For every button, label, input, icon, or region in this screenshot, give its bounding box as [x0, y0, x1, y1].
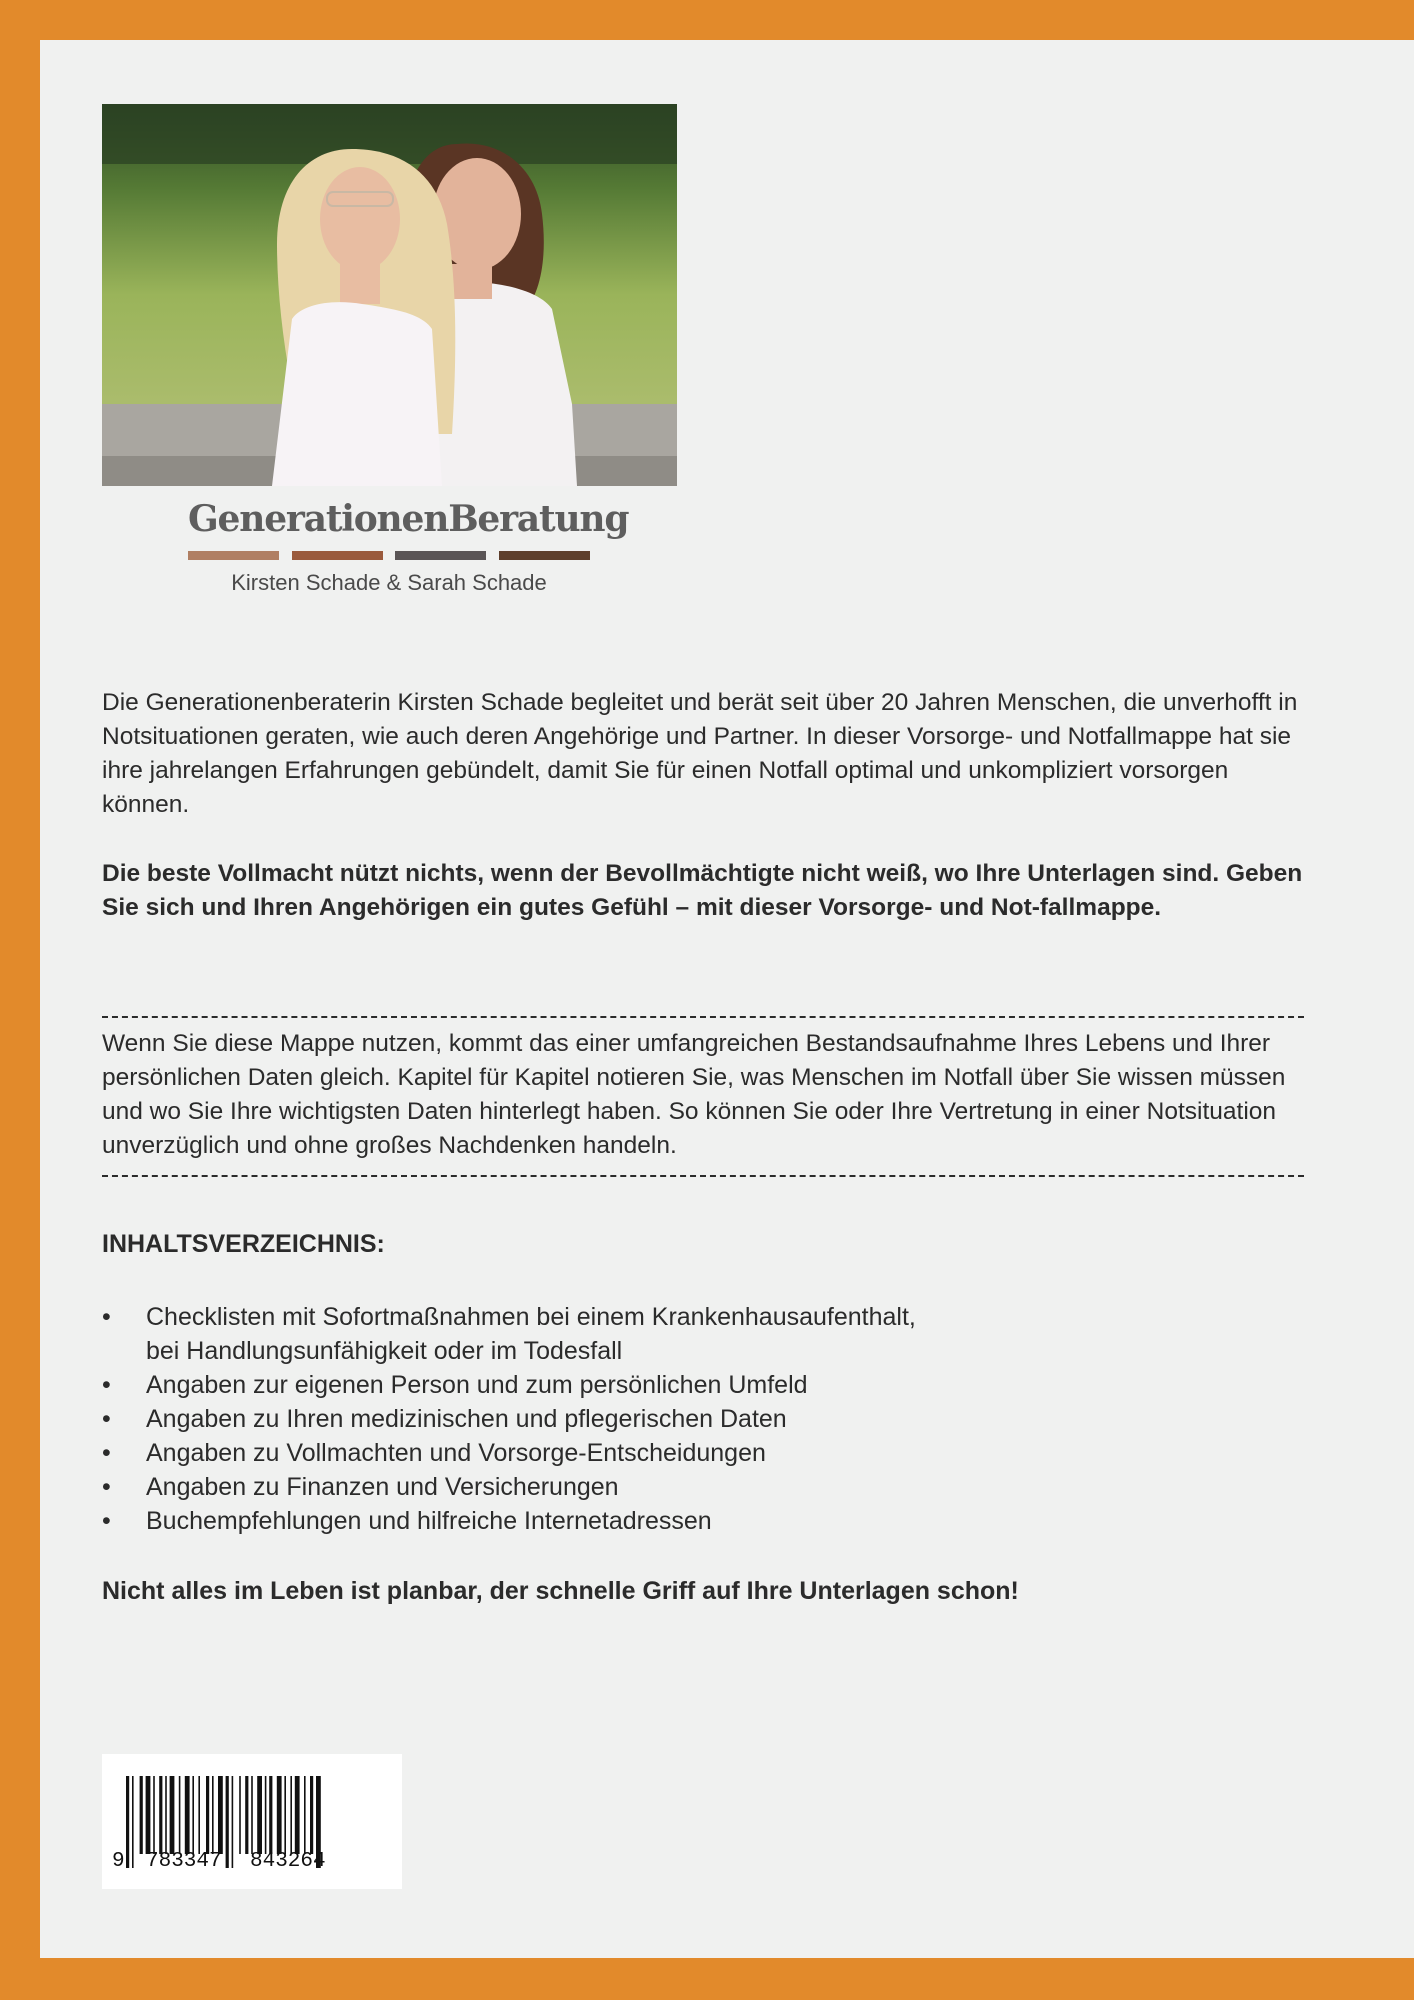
toc-item-text: Angaben zur eigenen Person und zum persönlichen Umfeld [146, 1371, 808, 1399]
barcode-bar [179, 1776, 181, 1854]
barcode-bar [192, 1776, 194, 1854]
barcode-bar [198, 1776, 200, 1854]
barcode-bar [146, 1776, 151, 1854]
toc-item [102, 1470, 1302, 1504]
toc-item [102, 1436, 1302, 1470]
logo-title: GenerationenBeratung [188, 498, 629, 540]
logo-bar-4 [499, 551, 590, 560]
toc-item-continuation [102, 1334, 1302, 1368]
barcode-digits-left: 783347 [146, 1850, 222, 1873]
bullet-icon: • [102, 1507, 111, 1535]
barcode-bar [165, 1776, 167, 1854]
bullet-icon: • [102, 1371, 111, 1399]
barcode-bar [245, 1776, 248, 1854]
toc-item-text: Angaben zu Vollmachten und Vorsorge-Entscheidungen [146, 1439, 766, 1467]
toc-item [102, 1300, 1302, 1334]
toc-item [102, 1504, 1302, 1538]
barcode-bar [212, 1776, 214, 1854]
barcode-bar [159, 1776, 162, 1854]
barcode-bar [126, 1776, 129, 1868]
logo-bar-1 [188, 551, 279, 560]
toc-item-text: Buchempfehlungen und hilfreiche Internetadressen [146, 1507, 712, 1535]
boxed-paragraph: Wenn Sie diese Mappe nutzen, kommt das einer umfangreichen Bestandsaufnahme Ihres Lebens und Ihrer persönlichen Daten gleich. Kapitel für Kapitel notieren Sie, was Menschen im Notfall über Sie wissen müssen und wo Sie Ihre wichtigsten Daten hinterlegt haben. So können Sie oder Ihre Vertretung in einer Notsituation unverzüglich und ohne großes Nachdenken handeln. [102, 1030, 1286, 1159]
toc-item [102, 1402, 1302, 1436]
barcode-bar [251, 1776, 253, 1854]
barcode-bar [284, 1776, 286, 1854]
barcode-bar [170, 1776, 175, 1854]
barcode-bar [265, 1776, 267, 1854]
intro-paragraph: Die Generationenberaterin Kirsten Schade begleitet und berät seit über 20 Jahren Menschen, die unverhofft in Notsituationen geraten, wie auch deren Angehörige und Partner. In dieser Vorsorge- und Notfallmappe hat sie ihre jahrelangen Erfahrungen gebündelt, damit Sie für einen Notfall optimal und unkompliziert vorsorgen können. [102, 689, 1298, 818]
barcode-bar [218, 1776, 223, 1854]
barcode-bar [185, 1776, 190, 1854]
toc-item-text: Angaben zu Finanzen und Versicherungen [146, 1473, 619, 1501]
bullet-icon: • [102, 1473, 111, 1501]
barcode-bar [140, 1776, 143, 1854]
barcode-digits-right: 843264 [250, 1850, 326, 1873]
toc-heading: INHALTSVERZEICHNIS: [102, 1230, 385, 1258]
bullet-icon: • [102, 1405, 111, 1433]
barcode-bar [132, 1776, 134, 1868]
barcode-digit-first: 9 [112, 1850, 125, 1873]
barcode-bar [206, 1776, 209, 1854]
logo-bar-2 [292, 551, 383, 560]
highlight-paragraph: Die beste Vollmacht nützt nichts, wenn der Bevollmächtigte nicht weiß, wo Ihre Unterlagen sind. Geben Sie sich und Ihren Angehörigen ein gutes Gefühl – mit dieser Vorsorge- und Not-fallmappe. [102, 860, 1303, 921]
barcode-bar [232, 1776, 234, 1868]
barcode-bar [239, 1776, 241, 1854]
dashed-divider-bottom [102, 1175, 1304, 1177]
barcode-bar [257, 1776, 262, 1854]
barcode-bar [277, 1776, 282, 1854]
photo-two-women-icon [102, 104, 677, 486]
closing-statement: Nicht alles im Leben ist planbar, der schnelle Griff auf Ihre Unterlagen schon! [102, 1577, 1019, 1605]
author-photo [102, 104, 677, 486]
toc-item [102, 1368, 1302, 1402]
logo-color-bars [188, 551, 590, 560]
barcode-bar [310, 1776, 313, 1854]
logo-subtitle: Kirsten Schade & Sarah Schade [231, 570, 547, 595]
dashed-divider-top [102, 1016, 1304, 1018]
bullet-icon: • [102, 1303, 111, 1331]
barcode-bar [269, 1776, 272, 1854]
bullet-icon: • [102, 1439, 111, 1467]
barcode-bar [290, 1776, 292, 1854]
barcode-bar [226, 1776, 229, 1868]
barcode-bar [304, 1776, 306, 1854]
logo-bar-3 [395, 551, 486, 560]
barcode-bar [153, 1776, 155, 1854]
barcode-bar [295, 1776, 300, 1854]
toc-item-text: Angaben zu Ihren medizinischen und pflegerischen Daten [146, 1405, 787, 1433]
toc-item-text: bei Handlungsunfähigkeit oder im Todesfall [146, 1337, 623, 1365]
toc-item-text: Checklisten mit Sofortmaßnahmen bei einem Krankenhausaufenthalt, [146, 1303, 916, 1331]
isbn-barcode [102, 1754, 402, 1889]
toc-list [102, 1300, 1302, 1538]
